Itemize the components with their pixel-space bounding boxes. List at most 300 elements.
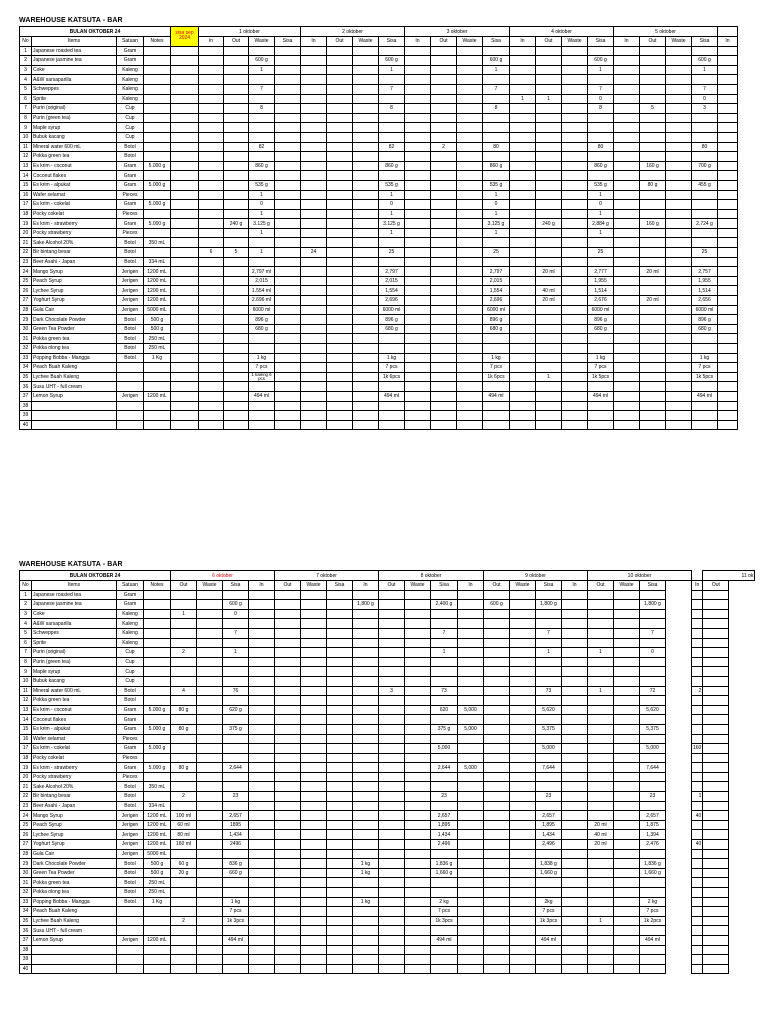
item-notes	[144, 600, 171, 610]
gap-cell	[666, 648, 692, 658]
value-cell	[327, 161, 353, 171]
value-cell	[562, 104, 588, 114]
value-cell	[718, 324, 738, 334]
table-row	[20, 916, 755, 926]
value-cell	[431, 84, 457, 94]
value-cell	[614, 830, 640, 840]
value-cell	[301, 609, 327, 619]
value-cell	[379, 811, 405, 821]
value-cell: 40 ml	[536, 286, 562, 296]
value-cell	[199, 296, 224, 306]
value-cell	[484, 888, 510, 898]
value-cell	[224, 286, 249, 296]
value-cell	[405, 734, 431, 744]
value-cell	[405, 916, 431, 926]
value-cell	[275, 113, 301, 123]
value-cell: 76	[223, 686, 249, 696]
value-cell	[301, 420, 327, 430]
item-notes: 250 mL	[144, 878, 171, 888]
sheet-block-1	[19, 16, 768, 513]
value-cell: 1 kg	[353, 897, 379, 907]
value-cell	[562, 590, 588, 600]
value-cell	[510, 753, 536, 763]
item-notes	[144, 772, 171, 782]
item-notes: 1 Kg	[144, 353, 171, 363]
value-cell	[640, 676, 666, 686]
value-cell	[666, 334, 692, 344]
item-notes	[144, 104, 171, 114]
value-cell	[379, 840, 405, 850]
item-satuan: Cup	[117, 667, 144, 677]
value-cell	[666, 257, 692, 267]
item-name	[32, 945, 117, 955]
value-cell	[703, 811, 729, 821]
value-cell	[510, 676, 536, 686]
gap-cell	[666, 964, 692, 974]
value-cell	[510, 820, 536, 830]
value-cell	[703, 868, 729, 878]
value-cell	[249, 420, 275, 430]
value-cell	[171, 276, 199, 286]
value-cell: 0	[483, 200, 510, 210]
value-cell	[536, 334, 562, 344]
item-name: Es krim - alpukat	[32, 180, 117, 190]
value-cell	[301, 305, 327, 315]
value-cell	[562, 372, 588, 382]
value-cell	[405, 811, 431, 821]
value-cell: 1,514	[588, 286, 614, 296]
col-header-sisa: Sisa	[223, 581, 249, 591]
value-cell	[275, 171, 301, 181]
value-cell: 2,657	[223, 811, 249, 821]
value-cell	[458, 686, 484, 696]
value-cell	[223, 926, 249, 936]
value-cell	[692, 801, 703, 811]
value-cell	[224, 75, 249, 85]
value-cell	[275, 104, 301, 114]
value-cell	[562, 859, 588, 869]
value-cell	[562, 696, 588, 706]
value-cell	[197, 590, 223, 600]
value-cell	[510, 811, 536, 821]
value-cell	[484, 667, 510, 677]
value-cell	[510, 372, 536, 382]
table-row	[20, 84, 738, 94]
value-cell	[614, 171, 640, 181]
value-cell	[171, 238, 199, 248]
value-cell	[197, 926, 223, 936]
row-number: 4	[20, 75, 32, 85]
value-cell	[718, 132, 738, 142]
row-number: 27	[20, 840, 32, 850]
value-cell	[536, 363, 562, 373]
value-cell	[301, 955, 327, 965]
value-cell	[703, 638, 729, 648]
value-cell	[640, 248, 666, 258]
table-row	[20, 868, 755, 878]
gap-cell	[666, 878, 692, 888]
value-cell: 8	[249, 104, 275, 114]
value-cell	[379, 334, 405, 344]
value-cell	[353, 75, 379, 85]
value-cell	[692, 724, 703, 734]
value-cell	[379, 401, 405, 411]
value-cell: 1 kg	[249, 353, 275, 363]
value-cell: 1,514	[692, 286, 718, 296]
value-cell	[718, 123, 738, 133]
value-cell	[562, 782, 588, 792]
value-cell	[224, 420, 249, 430]
item-name	[32, 411, 117, 421]
table-row	[20, 75, 738, 85]
row-number: 33	[20, 897, 32, 907]
row-number: 36	[20, 382, 32, 392]
value-cell	[458, 801, 484, 811]
value-cell	[301, 286, 327, 296]
value-cell	[249, 801, 275, 811]
value-cell	[483, 132, 510, 142]
value-cell	[379, 955, 405, 965]
row-number: 12	[20, 696, 32, 706]
value-cell	[199, 267, 224, 277]
value-cell	[275, 65, 301, 75]
item-name: Coconut flakes	[32, 171, 117, 181]
value-cell	[510, 916, 536, 926]
value-cell: 2,644	[223, 763, 249, 773]
value-cell	[275, 772, 301, 782]
value-cell	[510, 296, 536, 306]
value-cell	[379, 724, 405, 734]
item-satuan: Gram	[117, 600, 144, 610]
value-cell	[224, 382, 249, 392]
value-cell	[197, 811, 223, 821]
value-cell	[301, 382, 327, 392]
table-row	[20, 820, 755, 830]
table-row	[20, 955, 755, 965]
value-cell	[588, 638, 614, 648]
table-row	[20, 964, 755, 974]
value-cell	[327, 248, 353, 258]
value-cell	[327, 391, 353, 401]
gap-cell	[666, 782, 692, 792]
value-cell	[327, 638, 353, 648]
value-cell	[510, 801, 536, 811]
item-satuan: Botol	[117, 897, 144, 907]
value-cell	[457, 315, 483, 325]
value-cell	[301, 772, 327, 782]
value-cell: 2.696 ml	[249, 296, 275, 306]
value-cell	[458, 907, 484, 917]
value-cell	[431, 94, 457, 104]
gap-cell	[666, 955, 692, 965]
value-cell	[614, 609, 640, 619]
value-cell	[562, 142, 588, 152]
value-cell	[718, 190, 738, 200]
value-cell	[640, 772, 666, 782]
value-cell	[171, 132, 199, 142]
value-cell	[483, 75, 510, 85]
value-cell	[718, 372, 738, 382]
partial-day-header	[718, 27, 738, 37]
table-row	[20, 132, 738, 142]
value-cell	[171, 782, 197, 792]
value-cell	[692, 667, 703, 677]
value-cell	[353, 391, 379, 401]
value-cell	[327, 152, 353, 162]
value-cell	[536, 801, 562, 811]
value-cell	[275, 888, 301, 898]
value-cell	[405, 753, 431, 763]
value-cell: 2,884 g	[588, 219, 614, 229]
value-cell: 1	[379, 228, 405, 238]
value-cell	[614, 868, 640, 878]
value-cell: 600 g	[483, 56, 510, 66]
value-cell	[484, 686, 510, 696]
value-cell	[249, 916, 275, 926]
value-cell	[197, 600, 223, 610]
col-header-in: In	[692, 581, 703, 591]
value-cell	[353, 801, 379, 811]
value-cell	[353, 104, 379, 114]
value-cell	[510, 888, 536, 898]
value-cell	[171, 897, 197, 907]
value-cell	[510, 363, 536, 373]
value-cell	[614, 142, 640, 152]
value-cell	[379, 801, 405, 811]
value-cell	[510, 324, 536, 334]
value-cell	[483, 238, 510, 248]
item-name: Beer Asahi - Japan	[32, 801, 117, 811]
value-cell	[692, 171, 718, 181]
value-cell	[379, 382, 405, 392]
value-cell	[614, 724, 640, 734]
value-cell	[405, 964, 431, 974]
value-cell	[510, 142, 536, 152]
gap-cell	[666, 840, 692, 850]
item-notes	[144, 171, 171, 181]
value-cell	[536, 228, 562, 238]
value-cell	[588, 763, 614, 773]
value-cell	[692, 228, 718, 238]
value-cell	[431, 382, 457, 392]
value-cell	[510, 705, 536, 715]
value-cell	[224, 46, 249, 56]
value-cell: 7	[249, 84, 275, 94]
value-cell: 7	[431, 628, 458, 638]
value-cell	[588, 715, 614, 725]
value-cell	[640, 344, 666, 354]
value-cell	[588, 676, 614, 686]
value-cell	[275, 916, 301, 926]
value-cell	[431, 276, 457, 286]
value-cell	[692, 849, 703, 859]
value-cell	[197, 696, 223, 706]
table-row	[20, 638, 755, 648]
item-satuan: Gram	[117, 590, 144, 600]
value-cell	[327, 705, 353, 715]
value-cell: 1	[379, 190, 405, 200]
value-cell	[199, 180, 224, 190]
value-cell	[301, 648, 327, 658]
value-cell	[614, 65, 640, 75]
value-cell	[614, 190, 640, 200]
value-cell	[275, 200, 301, 210]
value-cell	[301, 180, 327, 190]
value-cell	[484, 878, 510, 888]
value-cell: 494 ml	[692, 391, 718, 401]
value-cell	[536, 200, 562, 210]
item-name	[32, 964, 117, 974]
value-cell	[614, 878, 640, 888]
value-cell	[718, 104, 738, 114]
value-cell	[666, 190, 692, 200]
value-cell	[484, 849, 510, 859]
value-cell	[249, 888, 275, 898]
value-cell	[692, 753, 703, 763]
value-cell	[614, 696, 640, 706]
value-cell: 1	[588, 65, 614, 75]
item-satuan: Jerigen	[117, 840, 144, 850]
value-cell	[457, 65, 483, 75]
table-row	[20, 56, 738, 66]
value-cell: 23	[536, 792, 562, 802]
value-cell	[562, 724, 588, 734]
value-cell	[224, 171, 249, 181]
value-cell	[666, 276, 692, 286]
value-cell	[562, 734, 588, 744]
value-cell	[353, 382, 379, 392]
value-cell	[588, 382, 614, 392]
value-cell: 2	[431, 142, 457, 152]
table-row	[20, 926, 755, 936]
value-cell: 1,394	[640, 830, 666, 840]
table-row	[20, 382, 738, 392]
value-cell	[353, 955, 379, 965]
value-cell	[353, 411, 379, 421]
col-header-in: In	[405, 37, 431, 47]
value-cell	[171, 257, 199, 267]
item-name: Es krim - cokelat	[32, 200, 117, 210]
value-cell	[536, 411, 562, 421]
value-cell	[431, 56, 457, 66]
value-cell: 0	[588, 200, 614, 210]
value-cell	[536, 590, 562, 600]
value-cell	[353, 190, 379, 200]
value-cell	[458, 964, 484, 974]
value-cell: 2,400 g	[431, 600, 458, 610]
value-cell	[224, 142, 249, 152]
value-cell	[510, 161, 536, 171]
value-cell	[536, 324, 562, 334]
value-cell	[431, 401, 457, 411]
value-cell	[223, 955, 249, 965]
value-cell: 1	[431, 648, 458, 658]
item-satuan: Pieces	[117, 190, 144, 200]
gap-cell	[666, 907, 692, 917]
value-cell	[171, 600, 197, 610]
row-number: 23	[20, 801, 32, 811]
item-satuan: Cup	[117, 648, 144, 658]
value-cell: 20 g	[171, 868, 197, 878]
value-cell	[510, 897, 536, 907]
value-cell	[353, 353, 379, 363]
value-cell	[536, 391, 562, 401]
value-cell	[171, 935, 197, 945]
value-cell	[718, 276, 738, 286]
value-cell	[614, 161, 640, 171]
table-row	[20, 792, 755, 802]
item-satuan: Botol	[117, 888, 144, 898]
value-cell	[458, 638, 484, 648]
value-cell	[718, 420, 738, 430]
value-cell	[223, 753, 249, 763]
value-cell	[692, 916, 703, 926]
value-cell	[703, 763, 729, 773]
value-cell	[431, 75, 457, 85]
value-cell	[510, 267, 536, 277]
value-cell	[224, 200, 249, 210]
value-cell	[640, 753, 666, 763]
value-cell: 2,657	[536, 811, 562, 821]
value-cell: 1,955	[692, 276, 718, 286]
value-cell	[692, 123, 718, 133]
item-notes: 1200 mL	[144, 840, 171, 850]
value-cell	[718, 46, 738, 56]
value-cell	[458, 648, 484, 658]
col-header-waste: Waste	[197, 581, 223, 591]
value-cell	[588, 744, 614, 754]
item-notes	[144, 955, 171, 965]
value-cell	[379, 859, 405, 869]
value-cell	[301, 763, 327, 773]
value-cell: 1,838 g	[536, 859, 562, 869]
value-cell	[327, 667, 353, 677]
value-cell	[249, 811, 275, 821]
value-cell	[640, 315, 666, 325]
value-cell	[405, 868, 431, 878]
value-cell	[640, 696, 666, 706]
value-cell	[301, 849, 327, 859]
value-cell	[379, 75, 405, 85]
item-satuan: Botol	[117, 257, 144, 267]
value-cell	[171, 955, 197, 965]
value-cell	[457, 46, 483, 56]
value-cell	[275, 753, 301, 763]
value-cell: 494 ml	[588, 391, 614, 401]
value-cell	[510, 964, 536, 974]
value-cell	[199, 219, 224, 229]
item-notes	[144, 916, 171, 926]
value-cell	[405, 801, 431, 811]
item-name: Lychee Buah Kaleng	[32, 916, 117, 926]
value-cell: 0	[249, 200, 275, 210]
value-cell	[458, 868, 484, 878]
value-cell	[379, 667, 405, 677]
value-cell	[562, 772, 588, 782]
item-name: Purin (original)	[32, 104, 117, 114]
value-cell: 73	[536, 686, 562, 696]
value-cell	[562, 878, 588, 888]
item-satuan	[117, 411, 144, 421]
item-satuan: Botol	[117, 878, 144, 888]
value-cell	[562, 363, 588, 373]
value-cell	[562, 315, 588, 325]
value-cell	[588, 926, 614, 936]
value-cell	[703, 782, 729, 792]
value-cell	[431, 132, 457, 142]
value-cell	[327, 935, 353, 945]
value-cell	[353, 372, 379, 382]
